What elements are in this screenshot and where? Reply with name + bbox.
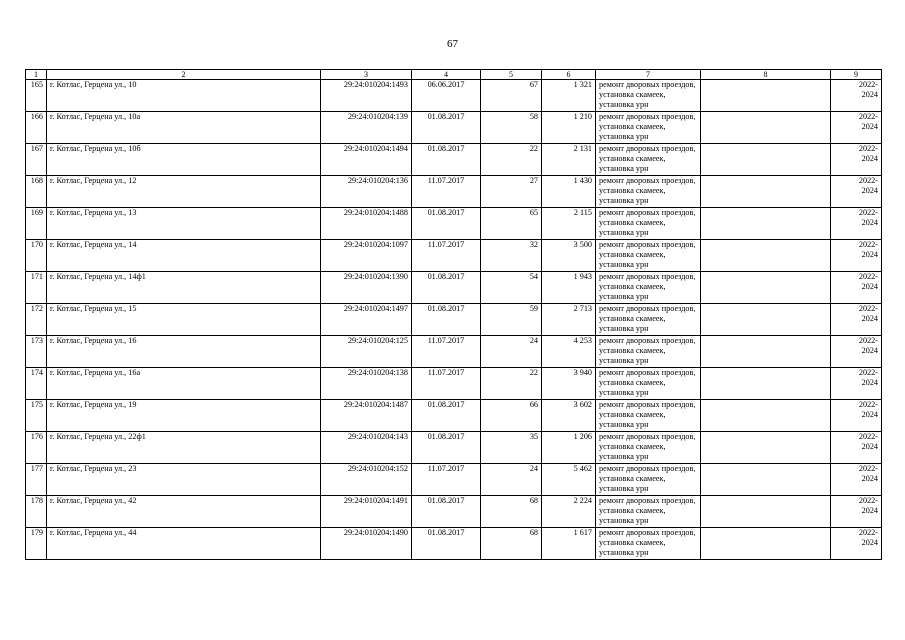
- row-number-cell: 176: [26, 432, 47, 464]
- row-number-cell: 171: [26, 272, 47, 304]
- column-8-cell: [701, 368, 831, 400]
- address-cell: г. Котлас, Герцена ул., 10б: [47, 144, 321, 176]
- row-number-cell: 179: [26, 528, 47, 560]
- table-row: [26, 240, 882, 272]
- column-5-value-cell: 27: [481, 176, 542, 208]
- column-6-value-cell: 1 617: [542, 528, 596, 560]
- column-5-value-cell: 68: [481, 528, 542, 560]
- period-end: 2024: [861, 218, 878, 227]
- period-end: 2024: [861, 186, 878, 195]
- row-number-cell: 172: [26, 304, 47, 336]
- cadastral-number-cell: 29:24:010204:125: [321, 336, 412, 368]
- column-8-cell: [701, 496, 831, 528]
- column-5-value-cell: 22: [481, 368, 542, 400]
- address-cell: г. Котлас, Герцена ул., 42: [47, 496, 321, 528]
- row-number-cell: 174: [26, 368, 47, 400]
- column-header: 6: [542, 70, 596, 80]
- row-number-cell: 166: [26, 112, 47, 144]
- implementation-period-cell: [831, 464, 882, 496]
- column-6-value-cell: 2 713: [542, 304, 596, 336]
- column-header: 7: [596, 70, 701, 80]
- address-cell: г. Котлас, Герцена ул., 10а: [47, 112, 321, 144]
- column-header: 4: [412, 70, 481, 80]
- column-6-value-cell: 4 253: [542, 336, 596, 368]
- row-number-cell: 173: [26, 336, 47, 368]
- implementation-period-cell: [831, 304, 882, 336]
- column-5-value-cell: 22: [481, 144, 542, 176]
- cadastral-number-cell: 29:24:010204:1493: [321, 80, 412, 112]
- period-end: 2024: [861, 90, 878, 99]
- period-start: 2022-: [858, 336, 878, 345]
- date-cell: 01.08.2017: [412, 528, 481, 560]
- period-start: 2022-: [858, 240, 878, 249]
- period-start: 2022-: [858, 144, 878, 153]
- column-8-cell: [701, 432, 831, 464]
- implementation-period-cell: [831, 432, 882, 464]
- implementation-period-cell: [831, 368, 882, 400]
- implementation-period-cell: [831, 112, 882, 144]
- period-start: 2022-: [858, 80, 878, 89]
- column-header: 9: [831, 70, 882, 80]
- works-description-cell: ремонт дворовых проездов, установка скамеек, установка урн: [596, 432, 701, 464]
- period-end: 2024: [861, 538, 878, 547]
- works-description-cell: ремонт дворовых проездов, установка скамеек, установка урн: [596, 112, 701, 144]
- column-5-value-cell: 24: [481, 464, 542, 496]
- implementation-period-cell: [831, 80, 882, 112]
- implementation-period-cell: [831, 208, 882, 240]
- table-row: [26, 496, 882, 528]
- cadastral-number-cell: 29:24:010204:1488: [321, 208, 412, 240]
- column-6-value-cell: 2 115: [542, 208, 596, 240]
- date-cell: 01.08.2017: [412, 400, 481, 432]
- date-cell: 01.08.2017: [412, 304, 481, 336]
- table-row: [26, 368, 882, 400]
- row-number-cell: 175: [26, 400, 47, 432]
- column-5-value-cell: 68: [481, 496, 542, 528]
- implementation-period-cell: [831, 336, 882, 368]
- address-cell: г. Котлас, Герцена ул., 23: [47, 464, 321, 496]
- period-end: 2024: [861, 282, 878, 291]
- period-start: 2022-: [858, 496, 878, 505]
- table-row: [26, 432, 882, 464]
- address-cell: г. Котлас, Герцена ул., 14: [47, 240, 321, 272]
- implementation-period-cell: [831, 496, 882, 528]
- column-5-value-cell: 58: [481, 112, 542, 144]
- cadastral-number-cell: 29:24:010204:138: [321, 368, 412, 400]
- implementation-period-cell: [831, 528, 882, 560]
- column-6-value-cell: 1 943: [542, 272, 596, 304]
- period-end: 2024: [861, 250, 878, 259]
- table-row: [26, 176, 882, 208]
- address-cell: г. Котлас, Герцена ул., 10: [47, 80, 321, 112]
- column-6-value-cell: 2 131: [542, 144, 596, 176]
- date-cell: 11.07.2017: [412, 240, 481, 272]
- row-number-cell: 178: [26, 496, 47, 528]
- register-table: [25, 69, 882, 560]
- table-row: [26, 80, 882, 112]
- works-description-cell: ремонт дворовых проездов, установка скамеек, установка урн: [596, 304, 701, 336]
- works-description-cell: ремонт дворовых проездов, установка скамеек, установка урн: [596, 272, 701, 304]
- date-cell: 01.08.2017: [412, 144, 481, 176]
- period-end: 2024: [861, 442, 878, 451]
- column-8-cell: [701, 144, 831, 176]
- cadastral-number-cell: 29:24:010204:1097: [321, 240, 412, 272]
- works-description-cell: ремонт дворовых проездов, установка скамеек, установка урн: [596, 80, 701, 112]
- cadastral-number-cell: 29:24:010204:1487: [321, 400, 412, 432]
- table-row: [26, 272, 882, 304]
- cadastral-number-cell: 29:24:010204:136: [321, 176, 412, 208]
- address-cell: г. Котлас, Герцена ул., 15: [47, 304, 321, 336]
- implementation-period-cell: [831, 400, 882, 432]
- address-cell: г. Котлас, Герцена ул., 22ф1: [47, 432, 321, 464]
- cadastral-number-cell: 29:24:010204:1494: [321, 144, 412, 176]
- cadastral-number-cell: 29:24:010204:1491: [321, 496, 412, 528]
- address-cell: г. Котлас, Герцена ул., 16: [47, 336, 321, 368]
- period-end: 2024: [861, 378, 878, 387]
- column-5-value-cell: 66: [481, 400, 542, 432]
- works-description-cell: ремонт дворовых проездов, установка скамеек, установка урн: [596, 400, 701, 432]
- column-6-value-cell: 3 602: [542, 400, 596, 432]
- cadastral-number-cell: 29:24:010204:1390: [321, 272, 412, 304]
- row-number-cell: 168: [26, 176, 47, 208]
- column-8-cell: [701, 112, 831, 144]
- address-cell: г. Котлас, Герцена ул., 16а: [47, 368, 321, 400]
- period-start: 2022-: [858, 464, 878, 473]
- column-5-value-cell: 59: [481, 304, 542, 336]
- table-row: [26, 400, 882, 432]
- period-end: 2024: [861, 474, 878, 483]
- works-description-cell: ремонт дворовых проездов, установка скамеек, установка урн: [596, 496, 701, 528]
- row-number-cell: 177: [26, 464, 47, 496]
- column-header: 1: [26, 70, 47, 80]
- table-row: [26, 112, 882, 144]
- cadastral-number-cell: 29:24:010204:1490: [321, 528, 412, 560]
- column-5-value-cell: 65: [481, 208, 542, 240]
- date-cell: 11.07.2017: [412, 176, 481, 208]
- works-description-cell: ремонт дворовых проездов, установка скамеек, установка урн: [596, 208, 701, 240]
- works-description-cell: ремонт дворовых проездов, установка скамеек, установка урн: [596, 336, 701, 368]
- period-start: 2022-: [858, 528, 878, 537]
- period-end: 2024: [861, 314, 878, 323]
- date-cell: 11.07.2017: [412, 368, 481, 400]
- column-8-cell: [701, 528, 831, 560]
- address-cell: г. Котлас, Герцена ул., 12: [47, 176, 321, 208]
- works-description-cell: ремонт дворовых проездов, установка скамеек, установка урн: [596, 368, 701, 400]
- address-cell: г. Котлас, Герцена ул., 14ф1: [47, 272, 321, 304]
- cadastral-number-cell: 29:24:010204:152: [321, 464, 412, 496]
- column-header: 5: [481, 70, 542, 80]
- cadastral-number-cell: 29:24:010204:1497: [321, 304, 412, 336]
- column-6-value-cell: 1 210: [542, 112, 596, 144]
- column-8-cell: [701, 240, 831, 272]
- period-end: 2024: [861, 410, 878, 419]
- column-8-cell: [701, 464, 831, 496]
- column-6-value-cell: 3 500: [542, 240, 596, 272]
- period-start: 2022-: [858, 400, 878, 409]
- period-end: 2024: [861, 506, 878, 515]
- page-number: 67: [447, 38, 458, 50]
- period-end: 2024: [861, 346, 878, 355]
- cadastral-number-cell: 29:24:010204:143: [321, 432, 412, 464]
- period-start: 2022-: [858, 112, 878, 121]
- column-6-value-cell: 5 462: [542, 464, 596, 496]
- period-start: 2022-: [858, 272, 878, 281]
- column-6-value-cell: 1 430: [542, 176, 596, 208]
- column-6-value-cell: 3 940: [542, 368, 596, 400]
- cadastral-number-cell: 29:24:010204:139: [321, 112, 412, 144]
- period-start: 2022-: [858, 208, 878, 217]
- works-description-cell: ремонт дворовых проездов, установка скамеек, установка урн: [596, 528, 701, 560]
- column-8-cell: [701, 304, 831, 336]
- implementation-period-cell: [831, 240, 882, 272]
- row-number-cell: 170: [26, 240, 47, 272]
- date-cell: 01.08.2017: [412, 208, 481, 240]
- column-5-value-cell: 67: [481, 80, 542, 112]
- works-description-cell: ремонт дворовых проездов, установка скамеек, установка урн: [596, 464, 701, 496]
- date-cell: 11.07.2017: [412, 336, 481, 368]
- column-5-value-cell: 35: [481, 432, 542, 464]
- address-cell: г. Котлас, Герцена ул., 44: [47, 528, 321, 560]
- row-number-cell: 169: [26, 208, 47, 240]
- column-8-cell: [701, 336, 831, 368]
- period-start: 2022-: [858, 304, 878, 313]
- column-8-cell: [701, 80, 831, 112]
- column-8-cell: [701, 400, 831, 432]
- date-cell: 01.08.2017: [412, 272, 481, 304]
- column-header: 3: [321, 70, 412, 80]
- row-number-cell: 165: [26, 80, 47, 112]
- column-6-value-cell: 1 321: [542, 80, 596, 112]
- column-8-cell: [701, 176, 831, 208]
- works-description-cell: ремонт дворовых проездов, установка скамеек, установка урн: [596, 176, 701, 208]
- column-6-value-cell: 2 224: [542, 496, 596, 528]
- address-cell: г. Котлас, Герцена ул., 19: [47, 400, 321, 432]
- column-5-value-cell: 54: [481, 272, 542, 304]
- period-start: 2022-: [858, 432, 878, 441]
- table-row: [26, 144, 882, 176]
- works-description-cell: ремонт дворовых проездов, установка скамеек, установка урн: [596, 144, 701, 176]
- date-cell: 01.08.2017: [412, 496, 481, 528]
- implementation-period-cell: [831, 176, 882, 208]
- column-5-value-cell: 32: [481, 240, 542, 272]
- column-8-cell: [701, 208, 831, 240]
- period-end: 2024: [861, 122, 878, 131]
- column-5-value-cell: 24: [481, 336, 542, 368]
- table-row: [26, 336, 882, 368]
- column-number-row: [26, 70, 882, 80]
- period-start: 2022-: [858, 176, 878, 185]
- column-8-cell: [701, 272, 831, 304]
- date-cell: 06.06.2017: [412, 80, 481, 112]
- implementation-period-cell: [831, 272, 882, 304]
- implementation-period-cell: [831, 144, 882, 176]
- address-cell: г. Котлас, Герцена ул., 13: [47, 208, 321, 240]
- works-description-cell: ремонт дворовых проездов, установка скамеек, установка урн: [596, 240, 701, 272]
- table-row: [26, 528, 882, 560]
- column-6-value-cell: 1 206: [542, 432, 596, 464]
- date-cell: 11.07.2017: [412, 464, 481, 496]
- period-end: 2024: [861, 154, 878, 163]
- table-row: [26, 208, 882, 240]
- period-start: 2022-: [858, 368, 878, 377]
- column-header: 2: [47, 70, 321, 80]
- table-row: [26, 464, 882, 496]
- column-header: 8: [701, 70, 831, 80]
- row-number-cell: 167: [26, 144, 47, 176]
- date-cell: 01.08.2017: [412, 432, 481, 464]
- date-cell: 01.08.2017: [412, 112, 481, 144]
- table-row: [26, 304, 882, 336]
